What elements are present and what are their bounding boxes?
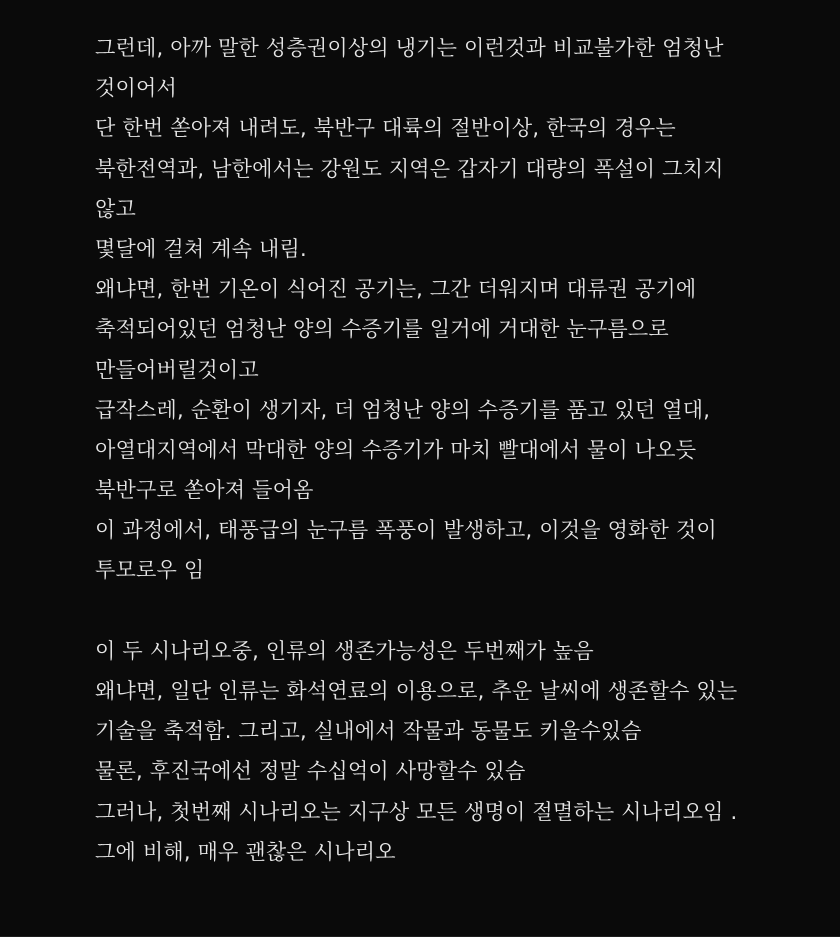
text-line: 그러나, 첫번째 시나리오는 지구상 모든 생명이 절멸하는 시나리오임 . bbox=[95, 799, 738, 824]
text-line: 않고 bbox=[95, 196, 136, 221]
text-line: 왜냐면, 일단 인류는 화석연료의 이용으로, 추운 날씨에 생존할수 있는 bbox=[95, 679, 738, 703]
text-line: 만들어버릴것이고 bbox=[95, 357, 259, 382]
text-line: 물론, 후진국에선 정말 수십억이 사망할수 있슴 bbox=[95, 759, 526, 784]
text-line: 북한전역과, 남한에서는 강원도 지역은 갑자기 대량의 폭설이 그치지 bbox=[95, 156, 724, 181]
text-line: 기술을 축적함. 그리고, 실내에서 작물과 동물도 키울수있슴 bbox=[95, 719, 642, 744]
text-line: 급작스레, 순환이 생기자, 더 엄청난 양의 수증기를 품고 있던 열대, bbox=[95, 397, 711, 422]
text-line: 그런데, 아까 말한 성층권이상의 냉기는 이런것과 비교불가한 엄청난 bbox=[95, 36, 724, 60]
text-line: 것이어서 bbox=[95, 76, 177, 101]
text-line: 축적되어있던 엄청난 양의 수증기를 일거에 거대한 눈구름으로 bbox=[95, 317, 669, 342]
text-line: 이 두 시나리오중, 인류의 생존가능성은 두번째가 높음 bbox=[95, 638, 594, 663]
text-line: 이 과정에서, 태풍급의 눈구름 폭풍이 발생하고, 이것을 영화한 것이 bbox=[95, 518, 717, 543]
paragraph-spacer bbox=[95, 591, 795, 631]
text-line: 북반구로 쏟아져 들어옴 bbox=[95, 478, 314, 503]
text-line: 그에 비해, 매우 괜찮은 시나리오 bbox=[95, 839, 396, 864]
text-line: 단 한번 쏟아져 내려도, 북반구 대륙의 절반이상, 한국의 경우는 bbox=[95, 116, 676, 141]
post-content bbox=[95, 28, 795, 872]
text-line: 아열대지역에서 막대한 양의 수증기가 마치 빨대에서 물이 나오듯 bbox=[95, 437, 697, 462]
text-line: 투모로우 임 bbox=[95, 558, 205, 583]
text-line: 몇달에 걸쳐 계속 내림. bbox=[95, 236, 307, 261]
text-line: 왜냐면, 한번 기온이 식어진 공기는, 그간 더워지며 대류권 공기에 bbox=[95, 277, 697, 302]
